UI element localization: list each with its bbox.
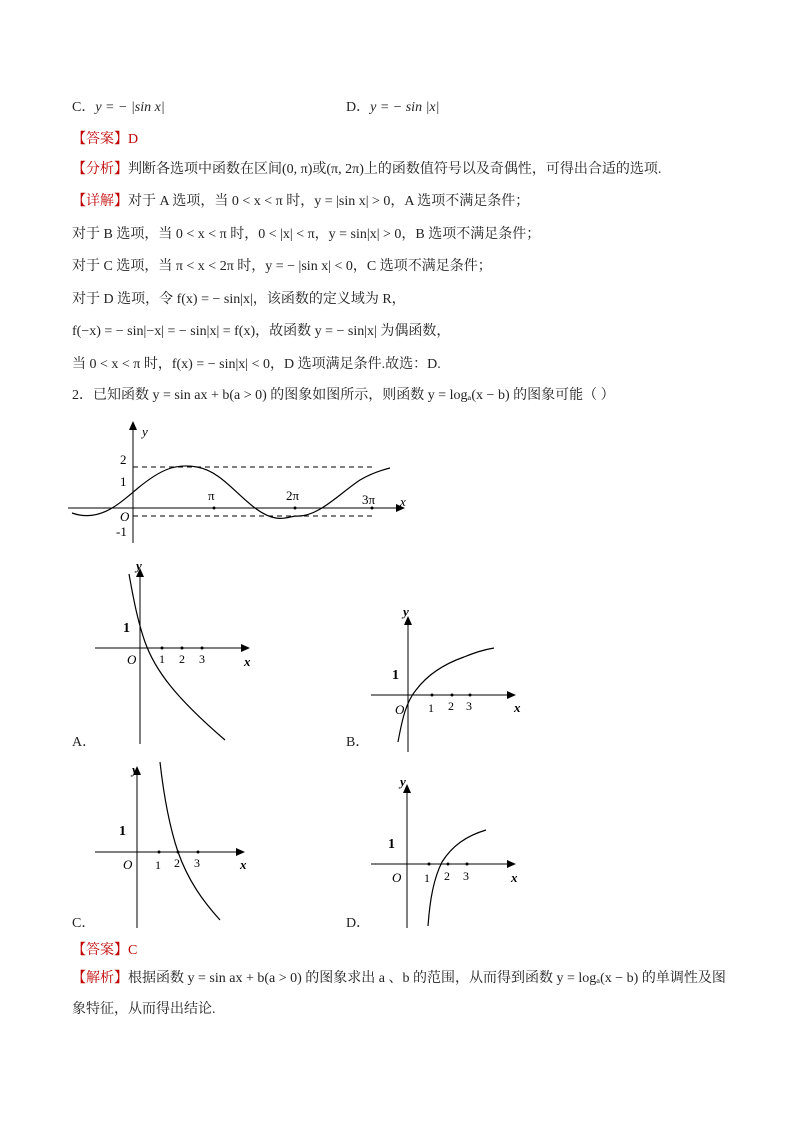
answer-tag: 【答案】 — [72, 132, 128, 147]
option-b-label: B． — [346, 735, 370, 750]
detail-tag: 【详解】 — [72, 194, 128, 209]
analysis-tag: 【分析】 — [72, 162, 128, 177]
b-x-tick: 1 — [428, 701, 434, 715]
analysis-text: 判断各选项中函数在区间(0, π)或(π, 2π)上的函数值符号以及奇偶性，可得出合适的选项. — [128, 162, 662, 177]
c-x-tick: 1 — [155, 858, 161, 872]
b-x-label: x — [514, 700, 521, 715]
detail-line-1 — [72, 192, 529, 212]
option-c-label: C． — [72, 916, 96, 931]
option-c-graph — [90, 758, 260, 930]
detail-line-6: 当 0 < x < π 时，f(x) = − sin|x| < 0，D 选项满足条件.故选：D. — [72, 357, 441, 372]
option-d-prev — [346, 98, 439, 118]
c-y-tick: 1 — [119, 824, 126, 839]
graph-x-label: x — [400, 494, 406, 509]
analysis-line — [72, 160, 661, 180]
detail-text: 对于 A 选项，当 0 < x < π 时，y = |sin x| > 0，A 选项不满足条件； — [128, 194, 530, 209]
b-x-tick: 3 — [466, 699, 472, 713]
c-x-tick: 2 — [174, 856, 180, 870]
b-y-label: y — [403, 604, 409, 619]
b-y-tick: 1 — [392, 668, 399, 683]
d-x-tick: 2 — [444, 869, 450, 883]
c-x-label: x — [240, 857, 247, 872]
d-origin-label: O — [392, 870, 402, 885]
a-x-label: x — [244, 654, 251, 669]
d-y-label: y — [400, 774, 406, 789]
d-x-label: x — [511, 870, 518, 885]
graph-x-tick: 2π — [286, 488, 300, 503]
a-y-tick: 1 — [123, 621, 130, 636]
q2-solution-line-2: 象特征，从而得出结论. — [72, 1002, 216, 1017]
option-a-graph — [90, 558, 260, 744]
b-origin-label: O — [395, 702, 405, 717]
graph-y-label: y — [142, 424, 148, 439]
q2-solution-tag: 【解析】 — [72, 971, 128, 986]
q2-solution-text: 根据函数 y = sin ax + b(a > 0) 的图象求出 a 、b 的范围，从而得到函数 y = logₐ(x − b) 的单调性及图 — [128, 971, 726, 986]
c-y-label: y — [132, 762, 138, 777]
q2-answer-line — [72, 941, 137, 961]
d-x-tick: 1 — [424, 871, 430, 885]
a-origin-label: O — [127, 652, 137, 667]
q2-answer-tag: 【答案】 — [72, 943, 128, 958]
q2-solution-line-1 — [72, 969, 726, 989]
a-y-label: y — [136, 558, 142, 573]
detail-line-3: 对于 C 选项，当 π < x < 2π 时，y = − |sin x| < 0，C 选项不满足条件； — [72, 259, 492, 274]
question-2-stem: 2．已知函数 y = sin ax + b(a > 0) 的图象如图所示，则函数 y = logₐ(x − b) 的图象可能（ ） — [72, 388, 615, 403]
option-c-prev — [72, 98, 165, 118]
c-x-tick: 3 — [194, 856, 200, 870]
option-label: D． — [346, 100, 371, 115]
a-x-tick: 3 — [199, 652, 205, 666]
graph-y-tick: 2 — [120, 452, 127, 467]
a-x-tick: 1 — [159, 652, 165, 666]
answer-value: D — [128, 132, 139, 147]
option-c-curve — [160, 762, 220, 920]
d-x-tick: 3 — [463, 869, 469, 883]
graph-y-tick: -1 — [116, 524, 127, 539]
answer-line — [72, 130, 138, 150]
option-d-label: D． — [346, 916, 371, 931]
option-a-curve — [129, 574, 225, 740]
c-origin-label: O — [123, 857, 133, 872]
q2-answer-value: C — [128, 943, 138, 958]
option-d-graph — [366, 768, 536, 930]
a-x-tick: 2 — [179, 652, 185, 666]
graph-x-tick: π — [208, 488, 215, 503]
d-y-tick: 1 — [388, 837, 395, 852]
detail-line-2: 对于 B 选项，当 0 < x < π 时，0 < |x| < π，y = sin|x| > 0，B 选项不满足条件； — [72, 227, 541, 242]
option-label: C． — [72, 100, 96, 115]
graph-origin-label: O — [120, 509, 130, 524]
detail-line-4: 对于 D 选项，令 f(x) = − sin|x|，该函数的定义域为 R， — [72, 292, 406, 307]
option-a-label: A． — [72, 735, 97, 750]
detail-line-5: f(−x) = − sin|−x| = − sin|x| = f(x)，故函数 y = − sin|x| 为偶函数， — [72, 324, 451, 339]
option-b-graph — [366, 602, 536, 752]
sine-graph — [60, 418, 420, 548]
b-x-tick: 2 — [448, 699, 454, 713]
option-formula: y = − |sin x| — [95, 100, 165, 115]
graph-y-tick: 1 — [120, 474, 127, 489]
option-formula: y = − sin |x| — [370, 100, 440, 115]
option-d-curve — [428, 830, 486, 926]
graph-x-tick: 3π — [362, 492, 376, 507]
